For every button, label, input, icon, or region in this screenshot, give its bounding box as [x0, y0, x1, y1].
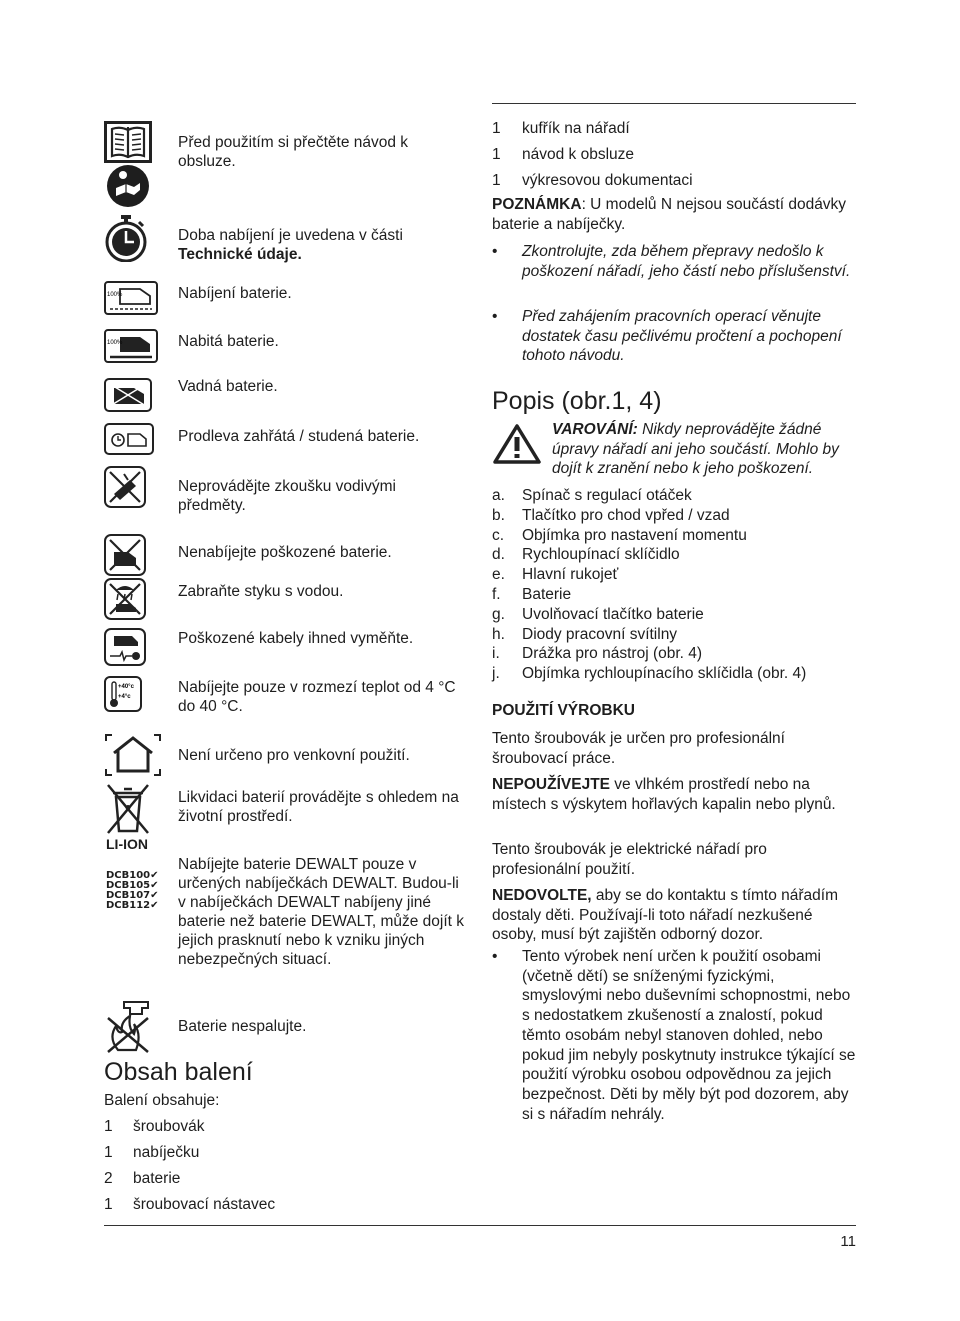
cords-text: Poškozené kabely ihned vyměňte. [178, 630, 414, 647]
charged-icon [104, 329, 158, 363]
list-item: h. Diody pracovní svítilny [492, 625, 678, 643]
no-probe-icon [104, 466, 146, 508]
list-item: 1 šroubovací nástavec [104, 1196, 276, 1213]
dewalt-text: Nabíjejte baterie DEWALT pouze v určených nabíječkách DEWALT. Budou-li v nabíječkách DEWALT nabíjeny jiné baterie než baterie DEWALT, může dojít k jejich prasknutí nebo k vzniku jiných nebezpečných situací. [178, 856, 465, 968]
damaged-cord-icon [104, 628, 146, 666]
open-book-icon [104, 121, 152, 163]
bad-pack-text: Vadná baterie. [178, 378, 278, 395]
footer-rule [104, 1225, 856, 1226]
list-item: 2 baterie [104, 1170, 181, 1187]
svg-text:100%: 100% [107, 292, 123, 298]
list-item: 1 nabíječku [104, 1144, 200, 1161]
indoor-use-icon [104, 733, 162, 777]
model-item: DCB107✔ [106, 890, 159, 901]
temperature-text: Nabíjejte pouze v rozmezí teplot od 4 °C do 40 °C. [178, 679, 456, 715]
list-item: e. Hlavní rukojeť [492, 566, 619, 584]
charging-icon [104, 281, 158, 315]
read-manual-text: Před použitím si přečtěte návod k obsluze. [178, 134, 409, 170]
contents-intro: Balení obsahuje: [104, 1092, 220, 1109]
list-item: b. Tlačítko pro chod vpřed / vzad [492, 506, 730, 524]
no-incinerate-text: Baterie nespalujte. [178, 1018, 307, 1035]
charge-time-line2: Technické údaje. [178, 246, 302, 263]
warning-text: VAROVÁNÍ: Nikdy neprovádějte žádné úpravy nářadí ani jeho součástí. Mohlo by dojít k zranění nebo k jeho poškození. [552, 421, 839, 478]
bad-pack-icon [104, 378, 152, 412]
page-number: 11 [840, 1233, 856, 1250]
disposal-text: Likvidaci baterií provádějte s ohledem na životní prostředí. [178, 789, 459, 825]
charge-time-line1: Doba nabíjení je uvedena v části [178, 227, 403, 244]
intended-use-heading: POUŽITÍ VÝROBKU [492, 702, 635, 719]
header-rule [492, 103, 856, 104]
model-item: DCB100✔ [106, 870, 159, 881]
list-item: i. Drážka pro nástroj (obr. 4) [492, 645, 703, 663]
contents-heading: Obsah balení [104, 1058, 253, 1086]
list-item: 1 kufřík na nářadí [492, 120, 630, 137]
svg-text:+40°c: +40°c [118, 684, 134, 690]
use-paragraph: NEDOVOLTE, aby se do kontaktu s tímto nářadím dostaly děti. Používají-li toto nářadí nezkušené osoby, musí být zajištěn odborný dozor. [492, 887, 839, 944]
no-damaged-text: Nenabíjejte poškozené baterie. [178, 544, 392, 561]
list-item: j. Objímka rychloupínacího sklíčidla (obr. 4) [492, 665, 807, 683]
hot-cold-delay-icon [104, 423, 154, 455]
no-water-icon [104, 578, 146, 620]
charged-text: Nabitá baterie. [178, 333, 279, 350]
svg-text:100%: 100% [107, 340, 123, 346]
use-paragraph: NEPOUŽÍVEJTE ve vlhkém prostředí nebo na místech s výskytem hořlavých kapalin nebo plynů. [492, 776, 836, 813]
list-item: 1 výkresovou dokumentaci [492, 172, 693, 189]
crossed-bin-icon [106, 783, 150, 835]
no-damaged-pack-icon [104, 534, 146, 576]
li-ion-label: LI-ION [106, 836, 148, 852]
model-item: DCB105✔ [106, 880, 159, 891]
list-item: 1 šroubovák [104, 1118, 205, 1135]
warning-triangle-icon [492, 423, 542, 465]
model-item: DCB112✔ [106, 900, 159, 911]
list-item: c. Objímka pro nastavení momentu [492, 526, 747, 544]
no-water-text: Zabraňte styku s vodou. [178, 583, 344, 600]
list-item: 1 návod k obsluze [492, 146, 635, 163]
list-item: a. Spínač s regulací otáček [492, 487, 692, 504]
no-incinerate-icon [104, 998, 154, 1054]
use-paragraph: Tento šroubovák je určen pro profesionální šroubovací práce. [492, 730, 785, 767]
temperature-range-icon [104, 676, 142, 712]
list-item: f. Baterie [492, 585, 572, 603]
read-manual-icon [106, 164, 150, 208]
dewalt-models-list [106, 871, 159, 911]
note-paragraph: POZNÁMKA: U modelů N nejsou součástí dodávky baterie a nabíječky. [492, 196, 847, 233]
list-item: g. Uvolňovací tlačítko baterie [492, 605, 704, 623]
parts-list [492, 486, 806, 684]
no-probe-text: Neprovádějte zkoušku vodivými předměty. [178, 478, 396, 514]
indoor-text: Není určeno pro venkovní použití. [178, 747, 410, 764]
bullet-item: • Tento výrobek není určen k použití osobami (včetně dětí) se sníženými fyzickými, smyslovými nebo duševními schopnostmi, nebo s nedostatkem zkušeností a znalostí, pokud těmto osobám nebyl stanoven dohled, nebo pokud jim nebyly poskytnuty instrukce týkající se použití výrobku osobou odpovědnou za jejich bezpečnost. Děti by měly být pod dozorem, aby si s nářadím nehrály. [492, 948, 856, 1123]
use-paragraph: Tento šroubovák je elektrické nářadí pro profesionální použití. [492, 841, 767, 878]
charging-text: Nabíjení baterie. [178, 285, 292, 302]
svg-text:+4°c: +4°c [118, 694, 131, 700]
list-item: d. Rychloupínací sklíčidlo [492, 546, 680, 564]
hot-cold-text: Prodleva zahřátá / studená baterie. [178, 428, 420, 445]
bullet-item: • Před zahájením pracovních operací věnujte dostatek času pečlivému pročtení a pochopení tohoto návodu. [492, 308, 842, 365]
bullet-item: • Zkontrolujte, zda během přepravy nedošlo k poškození nářadí, jeho částí nebo příslušenství. [492, 243, 851, 280]
stopwatch-icon [104, 214, 148, 262]
description-heading: Popis (obr.1, 4) [492, 387, 662, 415]
